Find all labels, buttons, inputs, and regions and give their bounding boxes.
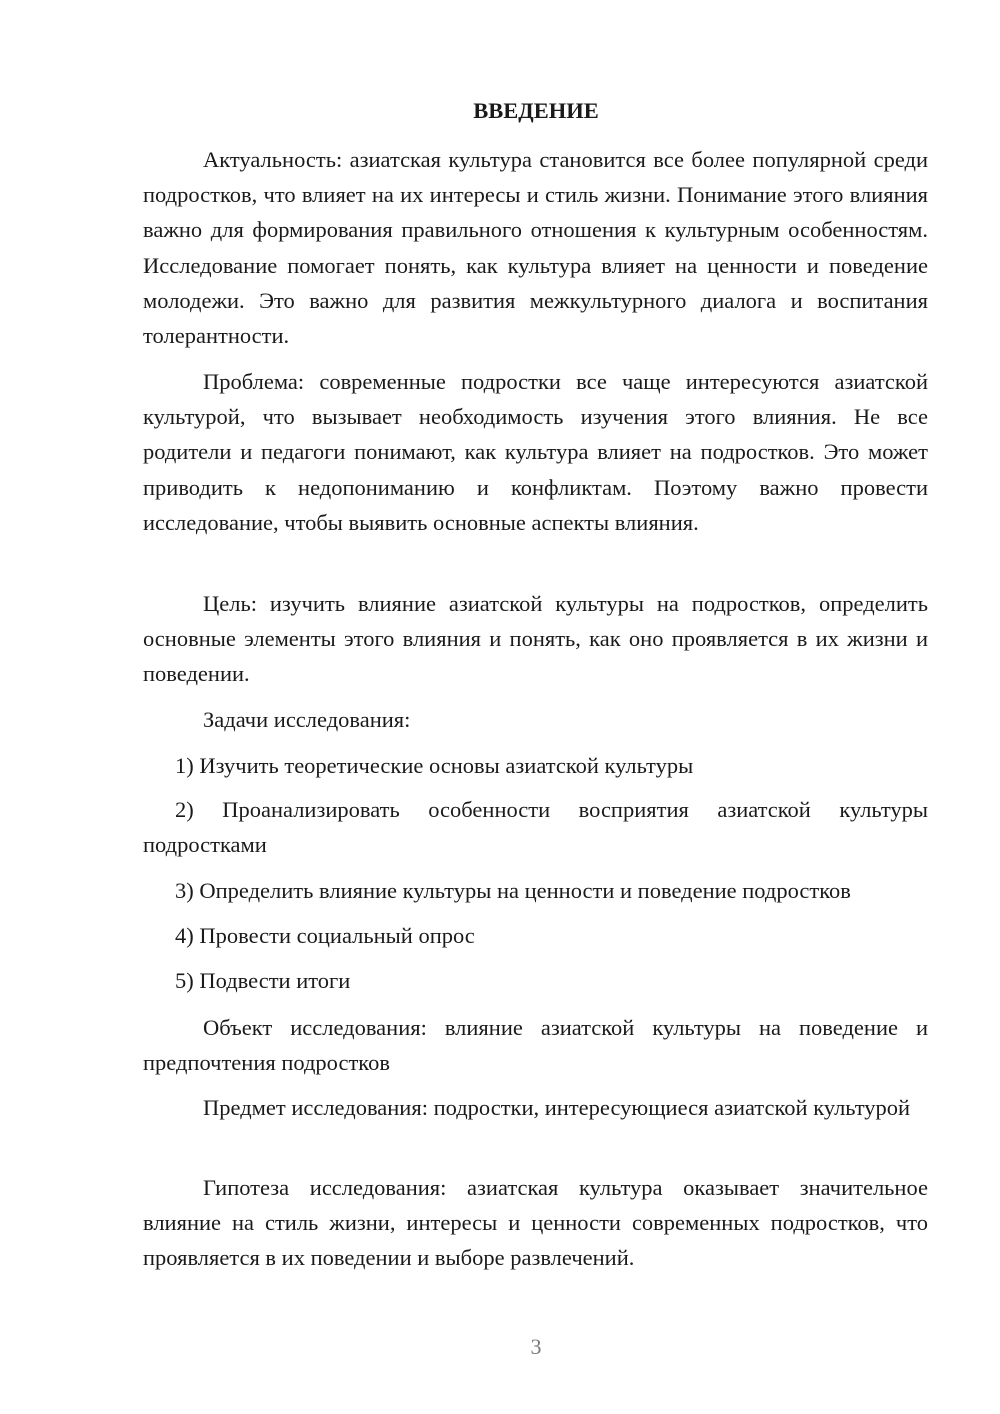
paragraph-subject: Предмет исследования: подростки, интересующиеся азиатской культурой bbox=[203, 1095, 911, 1120]
paragraph-hypothesis: Гипотеза исследования: азиатская культура оказывает значительное влияние на стиль жизни, интересы и ценности современных подростков, что проявляется в их поведении и выборе развлечений. bbox=[143, 1175, 928, 1271]
task-item: 5) Подвести итоги bbox=[175, 968, 351, 993]
tasks-heading: Задачи исследования: bbox=[203, 707, 411, 732]
task-item: 2) Проанализировать особенности восприятия азиатской культуры подростками bbox=[143, 797, 928, 858]
page-number: 3 bbox=[530, 1334, 542, 1359]
paragraph-object: Объект исследования: влияние азиатской культуры на поведение и предпочтения подростков bbox=[143, 1015, 928, 1076]
task-item: 1) Изучить теоретические основы азиатской культуры bbox=[175, 753, 694, 778]
paragraph-relevance: Актуальность: азиатская культура становится все более популярной среди подростков, что влияет на их интересы и стиль жизни. Понимание этого влияния важно для формирования правильного отношения к культурным особенностям. Исследование помогает понять, как культура влияет на ценности и поведение молодежи. Это важно для развития межкультурного диалога и воспитания толерантности. bbox=[143, 147, 928, 349]
task-item: 3) Определить влияние культуры на ценности и поведение подростков bbox=[175, 878, 851, 903]
task-item: 4) Провести социальный опрос bbox=[175, 923, 475, 948]
page-title: ВВЕДЕНИЕ bbox=[473, 98, 599, 123]
paragraph-problem: Проблема: современные подростки все чаще интересуются азиатской культурой, что вызывает необходимость изучения этого влияния. Не все родители и педагоги понимают, как культура влияет на подростков. Это может приводить к недопониманию и конфликтам. Поэтому важно провести исследование, чтобы выявить основные аспекты влияния. bbox=[143, 369, 928, 535]
paragraph-goal: Цель: изучить влияние азиатской культуры на подростков, определить основные элементы этого влияния и понять, как оно проявляется в их жизни и поведении. bbox=[143, 591, 928, 687]
